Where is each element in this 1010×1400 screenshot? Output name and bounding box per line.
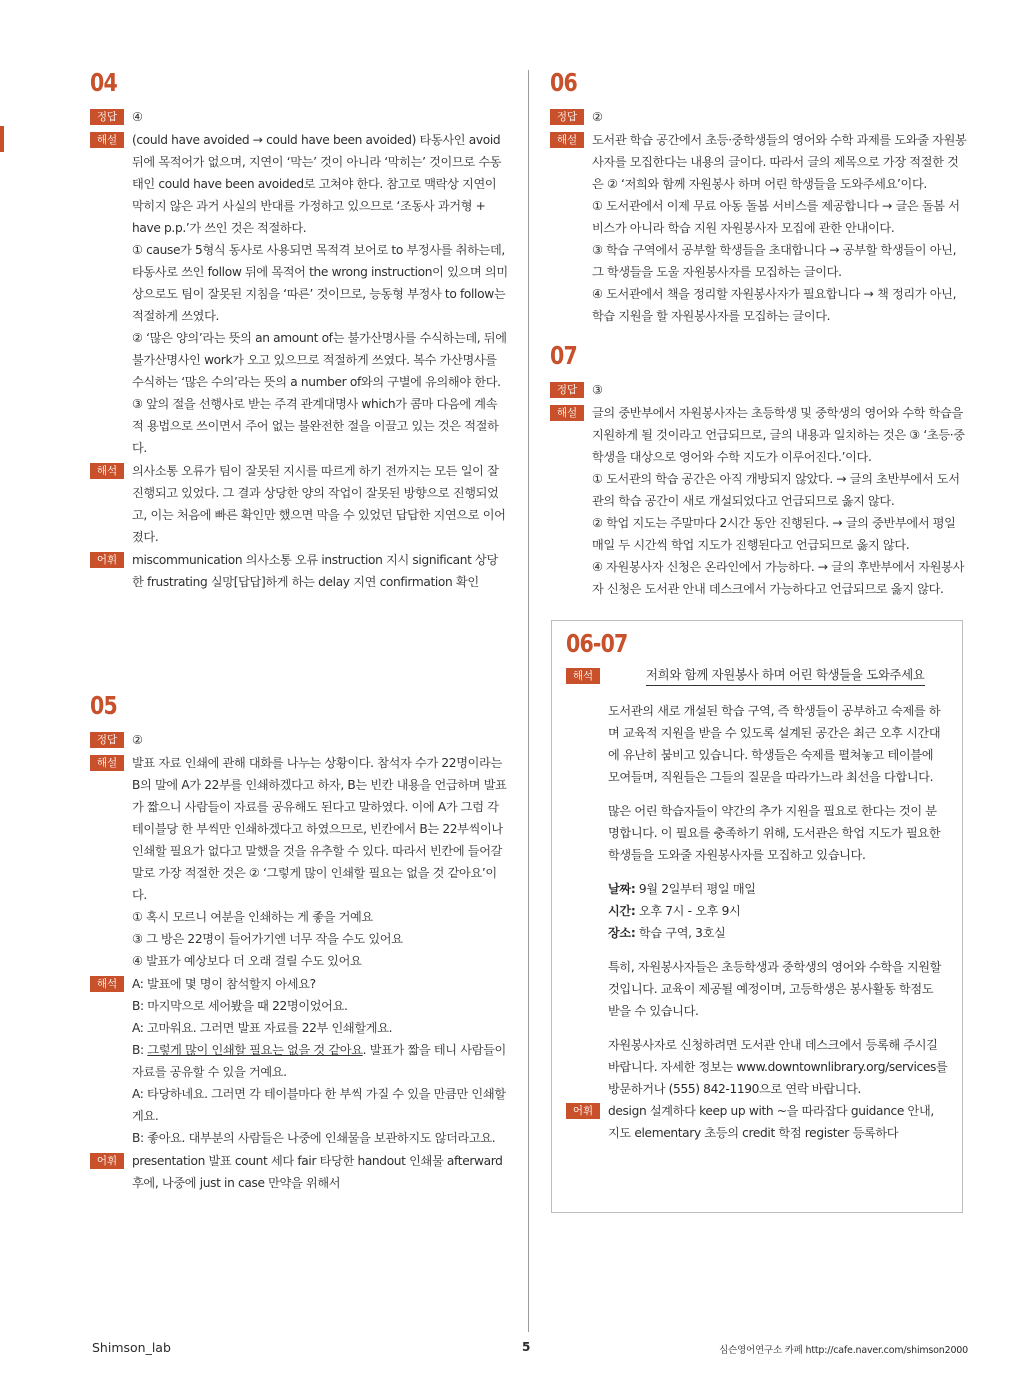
explanation-paragraph: ① 도서관에서 이제 무료 아동 돌봄 서비스를 제공합니다 → 글은 돌봄 서비스가 아니라 학습 지원 자원봉사자 모집에 관한 안내이다. xyxy=(592,199,960,235)
vocab-tag: 어휘 xyxy=(566,1103,600,1119)
explanation-tag: 해설 xyxy=(550,132,584,148)
answer-tag: 정답 xyxy=(90,732,124,748)
explanation-body xyxy=(592,402,968,600)
answer-tag: 정답 xyxy=(550,382,584,398)
explanation-row xyxy=(90,752,508,972)
explanation-row xyxy=(90,129,508,459)
dialogue-line xyxy=(132,1039,508,1083)
info-time-value: 오후 7시 - 오후 9시 xyxy=(635,904,741,918)
answer-value: ③ xyxy=(592,383,603,397)
passage-paragraph: 도서관의 새로 개설된 학습 구역, 즉 학생들이 공부하고 숙제를 하며 교육적 지원을 받을 수 있도록 설계된 공간은 최근 오후 시간대에 유난히 붐비고 있습니다. 학생들은 숙제를 펼쳐놓고 테이블에 모여들며, 직원들은 그들의 질문을 따라가느라 최선을 다합니다. xyxy=(608,704,941,784)
explanation-body xyxy=(132,129,508,459)
passage-paragraph: 많은 어린 학습자들이 약간의 추가 지원을 필요로 한다는 것이 분명합니다. 이 필요를 충족하기 위해, 도서관은 학업 지도가 필요한 학생들을 도와줄 자원봉사자를 모집하고 있습니다. xyxy=(608,804,941,862)
explanation-tag: 해설 xyxy=(550,405,584,421)
page-footer xyxy=(0,1340,1010,1360)
answer-value: ② xyxy=(132,733,143,747)
dialogue-line: A: 고마워요. 그러면 발표 자료를 22부 인쇄할게요. xyxy=(132,1021,393,1035)
vocab-row xyxy=(90,549,508,593)
translation-tag: 해석 xyxy=(90,976,124,992)
info-place-label: 장소: xyxy=(608,926,636,940)
question-06 xyxy=(550,68,968,327)
info-date-value: 9월 2일부터 평일 매일 xyxy=(635,882,756,896)
question-04 xyxy=(90,68,508,593)
explanation-tag: 해설 xyxy=(90,132,124,148)
explanation-paragraph: ③ 그 방은 22명이 들어가기엔 너무 작을 수도 있어요 xyxy=(132,932,403,946)
explanation-row xyxy=(550,402,968,600)
answer-row xyxy=(550,379,968,401)
column-divider xyxy=(528,70,529,1332)
explanation-body xyxy=(592,129,968,327)
explanation-tag: 해설 xyxy=(90,755,124,771)
dialogue-line: A: 발표에 몇 명이 참석할지 아세요? xyxy=(132,977,316,991)
passage-number: 06-07 xyxy=(566,629,628,658)
answer-value: ④ xyxy=(132,110,143,124)
explanation-paragraph: ③ 앞의 절을 선행사로 받는 주격 관계대명사 which가 콤마 다음에 계속적 용법으로 쓰이면서 주어 없는 불완전한 절을 이끌고 있는 것은 적절하다. xyxy=(132,397,499,455)
translation-tag: 해석 xyxy=(566,668,600,684)
dialogue-body xyxy=(132,973,508,1149)
question-05 xyxy=(90,691,508,1194)
translation-body: 의사소통 오류가 팀이 잘못된 지시를 따르게 하기 전까지는 모든 일이 잘 진행되고 있었다. 그 결과 상당한 양의 작업이 잘못된 방향으로 진행되었고, 이는 처음에 빠른 확인만 했으면 막을 수 있었던 답답한 지연으로 이어졌다. xyxy=(132,464,506,544)
explanation-paragraph: 도서관 학습 공간에서 초등·중학생들의 영어와 수학 과제를 도와줄 자원봉사자를 모집한다는 내용의 글이다. 따라서 글의 제목으로 가장 적절한 것은 ② ‘저희와 함께 자원봉사 하며 어린 학생들을 도와주세요’이다. xyxy=(592,133,967,191)
answer-tag: 정답 xyxy=(550,109,584,125)
vocab-body: miscommunication 의사소통 오류 instruction 지시 significant 상당한 frustrating 실망[답답]하게 하는 delay 지연 confirmation 확인 xyxy=(132,553,498,589)
explanation-paragraph: ① 도서관의 학습 공간은 아직 개방되지 않았다. → 글의 초반부에서 도서관의 학습 공간이 새로 개설되었다고 언급되므로 옳지 않다. xyxy=(592,472,960,508)
explanation-paragraph: ③ 학습 구역에서 공부할 학생들을 초대합니다 → 공부할 학생들이 아닌, 그 학생들을 도울 자원봉사자를 모집하는 글이다. xyxy=(592,243,957,279)
vocab-row xyxy=(90,1150,508,1194)
explanation-paragraph: ② ‘많은 양의’라는 뜻의 an amount of는 불가산명사를 수식하는데, 뒤에 불가산명사인 work가 오고 있으므로 적절하게 쓰였다. 복수 가산명사를 수식하는 ‘많은 수의’라는 뜻의 a number of와의 구별에 유의해야 한다. xyxy=(132,331,507,389)
explanation-paragraph: ④ 자원봉사자 신청은 온라인에서 가능하다. → 글의 후반부에서 자원봉사자 신청은 도서관 안내 데스크에서 가능하다고 언급되므로 옳지 않다. xyxy=(592,560,965,596)
vocab-tag: 어휘 xyxy=(90,552,124,568)
dialogue-line: A: 타당하네요. 그러면 각 테이블마다 한 부씩 가질 수 있을 만큼만 인쇄할게요. xyxy=(132,1087,506,1123)
vocab-body: design 설계하다 keep up with ~을 따라잡다 guidance 안내, 지도 elementary 초등의 credit 학점 register 등록하다 xyxy=(608,1104,934,1140)
info-place xyxy=(608,922,948,944)
explanation-paragraph: ① 혹시 모르니 여분을 인쇄하는 게 좋을 거예요 xyxy=(132,910,373,924)
answer-row xyxy=(90,106,508,128)
translation-tag: 해석 xyxy=(90,463,124,479)
page-number: 5 xyxy=(522,1340,531,1354)
question-number: 05 xyxy=(90,691,117,720)
answer-row xyxy=(90,729,508,751)
blank-answer-underlined: 그렇게 많이 인쇄할 필요는 없을 것 같아요 xyxy=(147,1043,363,1057)
info-place-value: 학습 구역, 3호실 xyxy=(635,926,726,940)
answer-value: ② xyxy=(592,110,603,124)
right-column xyxy=(550,68,968,601)
translation-row xyxy=(90,460,508,548)
answer-tag: 정답 xyxy=(90,109,124,125)
info-date-label: 날짜: xyxy=(608,882,636,896)
dialogue-line: B: 좋아요. 대부분의 사람들은 나중에 인쇄물을 보관하지도 않더라고요. xyxy=(132,1131,496,1145)
question-number: 06 xyxy=(550,68,577,97)
explanation-row xyxy=(550,129,968,327)
explanation-paragraph: ② 학업 지도는 주말마다 2시간 동안 진행된다. → 글의 중반부에서 평일 매일 두 시간씩 학업 지도가 진행된다고 언급되므로 옳지 않다. xyxy=(592,516,956,552)
passage-title-row xyxy=(566,665,948,686)
explanation-paragraph: ④ 도서관에서 책을 정리할 자원봉사자가 필요합니다 → 책 정리가 아닌, 학습 지원을 할 자원봉사자를 모집하는 글이다. xyxy=(592,287,957,323)
info-date xyxy=(608,878,948,900)
dialogue-line: B: 마지막으로 세어봤을 때 22명이었어요. xyxy=(132,999,348,1013)
question-number: 04 xyxy=(90,68,117,97)
passage-paragraph: 특히, 자원봉사자들은 초등학생과 중학생의 영어와 수학을 지원할 것입니다. 교육이 제공될 예정이며, 고등학생은 봉사활동 학점도 받을 수 있습니다. xyxy=(608,960,942,1018)
edge-tab-marker xyxy=(0,126,4,152)
explanation-paragraph: 발표 자료 인쇄에 관해 대화를 나누는 상황이다. 참석자 수가 22명이라는 B의 말에 A가 22부를 인쇄하겠다고 하자, B는 빈칸 내용을 언급하며 발표가 짧으니 사람들이 자료를 공유해도 된다고 말하였다. 이에 A가 그럼 각 테이블당 한 부씩만 인쇄하겠다고 하였으므로, 빈칸에서 B는 22부씩이나 인쇄할 필요가 없다고 말했을 것을 유추할 수 있다. 따라서 빈칸에 들어갈 말로 가장 적절한 것은 ② ‘그렇게 많이 인쇄할 필요는 없을 것 같아요’이다. xyxy=(132,756,507,902)
left-column xyxy=(90,68,508,1195)
explanation-paragraph: (could have avoided → could have been avoided) 타동사인 avoid 뒤에 목적어가 없으며, 지연이 ‘막는’ 것이 아니라 ‘막히는’ 것이므로 수동태인 could have been avoided로 고쳐야 한다. 참고로 맥락상 지연이 막히지 않은 과거 사실의 반대를 가정하고 있으므로 ‘조동사 과거형 + have p.p.’가 쓰인 것은 적절하다. xyxy=(132,133,502,235)
vocab-tag: 어휘 xyxy=(90,1153,124,1169)
passage-title: 저희와 함께 자원봉사 하며 어린 학생들을 도와주세요 xyxy=(646,665,925,686)
footer-brand: Shimson_lab xyxy=(92,1340,171,1355)
passage-box-06-07 xyxy=(551,620,963,1213)
question-number: 07 xyxy=(550,341,577,370)
translation-row xyxy=(90,973,508,1149)
info-time xyxy=(608,900,948,922)
passage-info xyxy=(608,878,948,944)
explanation-paragraph: ① cause가 5형식 동사로 사용되면 목적격 보어로 to 부정사를 취하는데, 타동사로 쓰인 follow 뒤에 목적어 the wrong instruction이 있으며 의미상으로도 팀이 잘못된 지침을 ‘따른’ 것이므로, 능동형 부정사 to follow는 적절하게 쓰였다. xyxy=(132,243,508,323)
dialogue-speaker: B: xyxy=(132,1043,148,1057)
passage-paragraph: 자원봉사자로 신청하려면 도서관 안내 데스크에서 등록해 주시길 바랍니다. 자세한 정보는 www.downtownlibrary.org/services를 방문하거나 (555) 842-1190으로 연락 바랍니다. xyxy=(608,1038,948,1096)
explanation-paragraph: ④ 발표가 예상보다 더 오래 걸릴 수도 있어요 xyxy=(132,954,362,968)
answer-row xyxy=(550,106,968,128)
dialogue-line-rest: . 발표가 짧을 테니 사람들이 자료를 공유할 수 있을 거예요. xyxy=(132,1043,506,1079)
question-07 xyxy=(550,341,968,600)
vocab-row xyxy=(566,1100,948,1144)
explanation-body xyxy=(132,752,508,972)
footer-cafe-link[interactable]: 심슨영어연구소 카페 http://cafe.naver.com/shimson2000 xyxy=(719,1345,968,1356)
vocab-body: presentation 발표 count 세다 fair 타당한 handout 인쇄물 afterward 후에, 나중에 just in case 만약을 위해서 xyxy=(132,1154,503,1190)
explanation-paragraph: 글의 중반부에서 자원봉사자는 초등학생 및 중학생의 영어와 수학 학습을 지원하게 될 것이라고 언급되므로, 글의 내용과 일치하는 것은 ③ ‘초등·중학생을 대상으로 영어와 수학 지도가 이루어진다.’이다. xyxy=(592,406,965,464)
info-time-label: 시간: xyxy=(608,904,636,918)
